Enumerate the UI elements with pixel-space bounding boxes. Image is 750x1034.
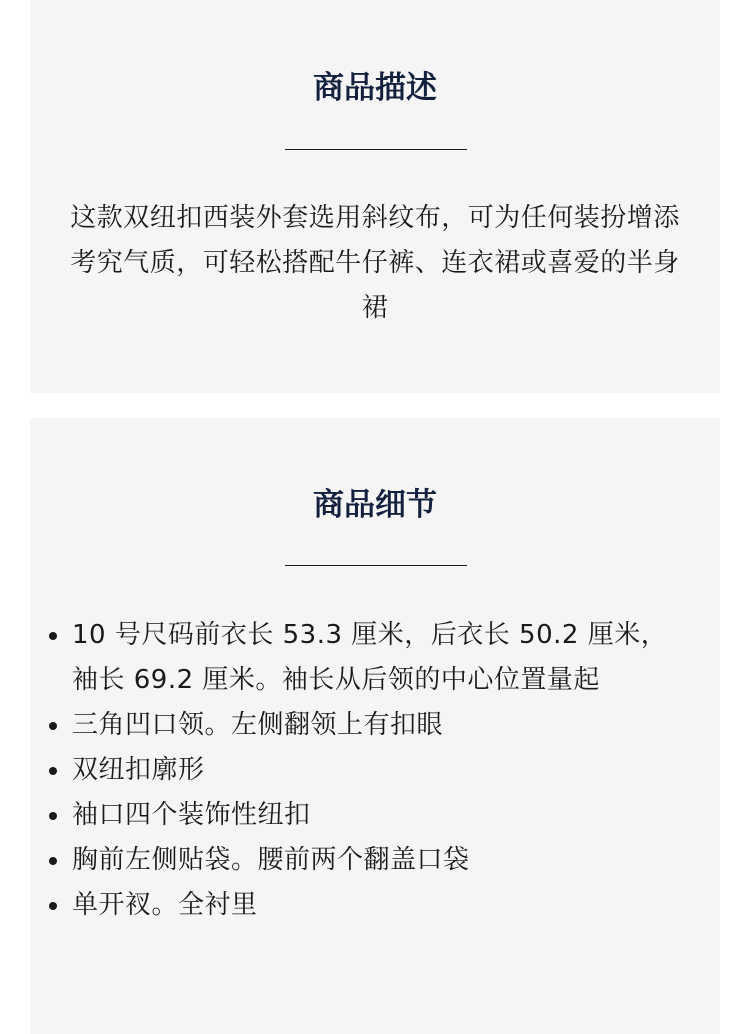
product-details-panel [30, 418, 720, 1034]
details-divider [285, 565, 467, 566]
detail-text: 三角凹口领。左侧翻领上有扣眼 [72, 710, 444, 740]
bullet-icon [49, 632, 57, 640]
list-item [72, 748, 682, 793]
list-item [72, 703, 682, 748]
product-description-panel [30, 0, 720, 393]
detail-text: 双纽扣廓形 [72, 755, 205, 785]
list-item [72, 883, 682, 928]
description-divider [285, 149, 467, 150]
details-title: 商品细节 [313, 487, 437, 523]
list-item [72, 793, 682, 838]
detail-text: 10 号尺码前衣长 53.3 厘米，后衣长 50.2 厘米，袖长 69.2 厘米。袖长从后领的中心位置量起 [72, 620, 668, 695]
bullet-icon [49, 767, 57, 775]
detail-text: 袖口四个装饰性纽扣 [72, 800, 311, 830]
bullet-icon [49, 812, 57, 820]
bullet-icon [49, 722, 57, 730]
list-item [72, 613, 682, 703]
bullet-icon [49, 857, 57, 865]
description-title: 商品描述 [313, 70, 437, 106]
bullet-icon [49, 902, 57, 910]
details-list [72, 613, 682, 928]
detail-text: 单开衩。全衬里 [72, 890, 258, 920]
description-text: 这款双纽扣西装外套选用斜纹布，可为任何装扮增添考究气质，可轻松搭配牛仔裤、连衣裙或喜爱的半身裙 [70, 203, 680, 323]
detail-text: 胸前左侧贴袋。腰前两个翻盖口袋 [72, 845, 470, 875]
list-item [72, 838, 682, 883]
